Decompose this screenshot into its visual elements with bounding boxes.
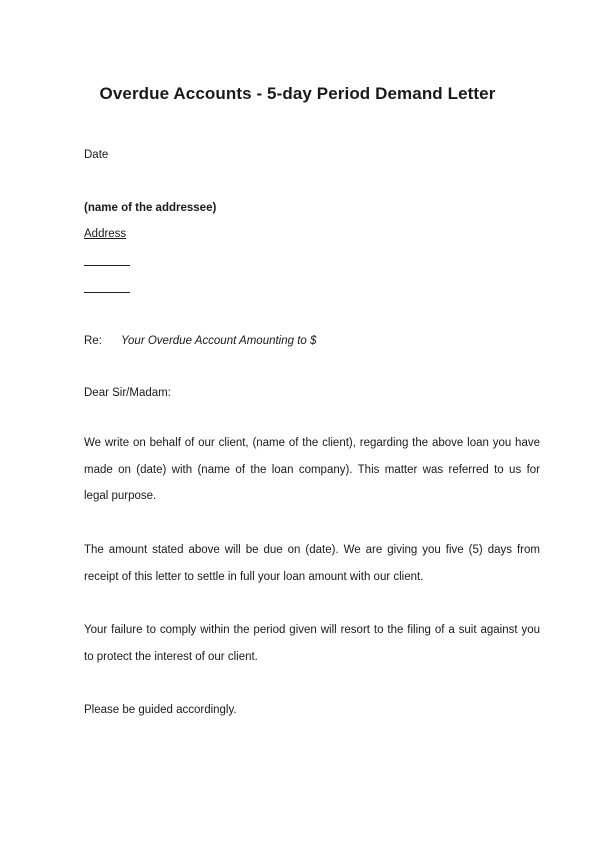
closing-line: Please be guided accordingly.	[84, 704, 237, 716]
paragraph-3-line-1: Your failure to comply within the period given will resort to the filing of a suit against you	[84, 624, 540, 636]
letter-title: Overdue Accounts - 5-day Period Demand Letter	[99, 84, 496, 103]
paragraph-1-line-2: made on (date) with (name of the loan company). This matter was referred to us for	[84, 463, 540, 476]
re-label: Re:	[84, 335, 102, 347]
paragraph-1-line-3: legal purpose.	[84, 490, 157, 502]
paragraph-2-line-2: receipt of this letter to settle in full your loan amount with our client.	[84, 570, 424, 583]
paragraph-2-line-1: The amount stated above will be due on (date). We are giving you five (5) days from	[84, 544, 540, 556]
salutation: Dear Sir/Madam:	[84, 387, 171, 399]
address-blank-line-1	[84, 265, 130, 266]
paragraph-3	[84, 617, 540, 670]
address-label: Address	[84, 228, 127, 240]
address-blank-line-2	[84, 292, 130, 293]
paragraph-2	[84, 537, 540, 590]
re-subject: Your Overdue Account Amounting to $	[121, 335, 317, 347]
date-label: Date	[84, 149, 109, 161]
paragraph-3-line-2: to protect the interest of our client.	[84, 650, 258, 663]
paragraph-1-line-1: We write on behalf of our client, (name of the client), regarding the above loan you have	[84, 437, 540, 449]
paragraph-1	[84, 430, 540, 510]
addressee-name: (name of the addressee)	[84, 202, 217, 214]
